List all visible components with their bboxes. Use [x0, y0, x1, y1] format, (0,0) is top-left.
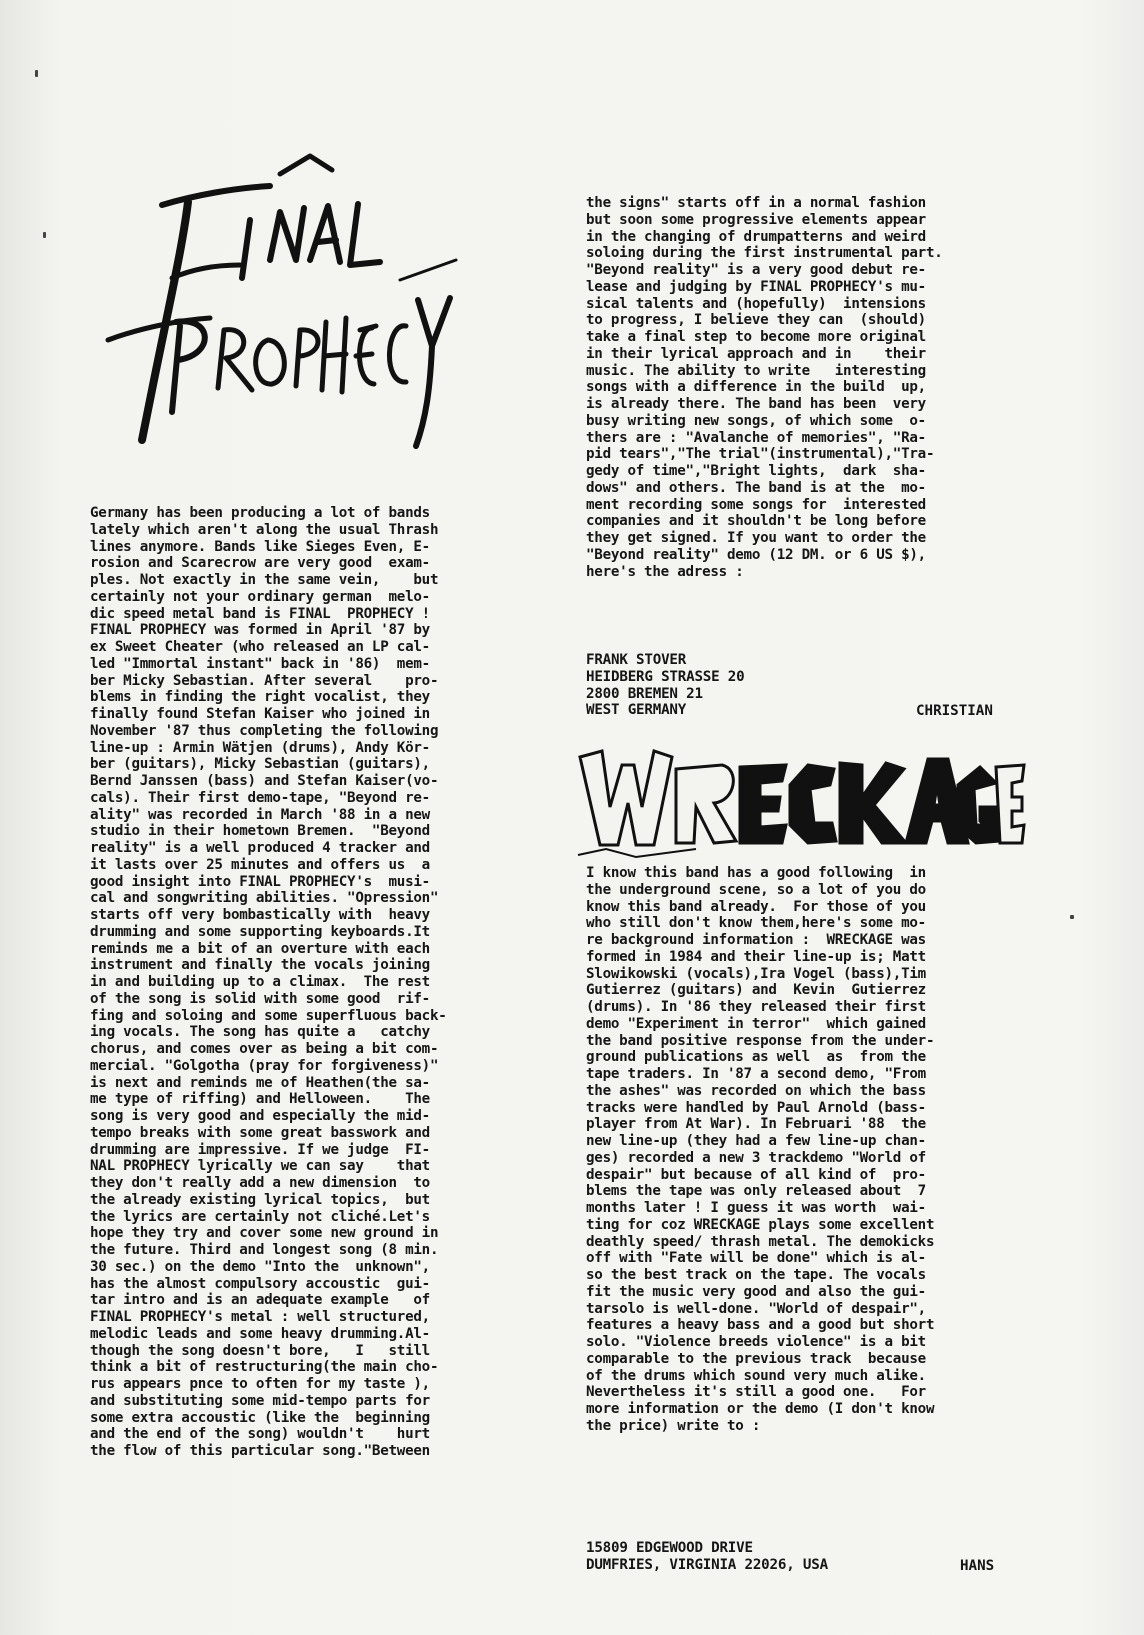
final-prophecy-address: FRANK STOVER HEIDBERG STRASSE 20 2800 BREMEN 21 WEST GERMANY	[586, 652, 745, 719]
final-prophecy-logo	[100, 150, 460, 450]
final-prophecy-review-right-column: the signs" starts off in a normal fashion but soon some progressive elements appear in the changing of drumpatterns and weird soloing during the first instrumental part. "Beyond reality" is a very good debut re- lease and judging by FINAL PROPHECY's mu- sical talents and (hopefully) intensions to progress, I believe they can (should) take a final step to become more original in their lyrical approach and in their music. The ability to write interesting songs with a difference in the build up, is already there. The band has been very busy writing new songs, of which some o- thers are : "Avalanche of memories", "Ra- pid tears","The trial"(instrumental),"Tra- gedy of time","Bright lights, dark sha- dows" and others. The band is at the mo- ment recording some songs for interested companies and it shouldn't be long before they get signed. If you want to order the "Beyond reality" demo (12 DM. or 6 US $), here's the adress :	[586, 195, 943, 580]
final-prophecy-review-left-column: Germany has been producing a lot of bands lately which aren't along the usual Thrash lines anymore. Bands like Sieges Even, E- rosion and Scarecrow are very good exam- ples. Not exactly in the same vein, but certainly not your ordinary german melo- dic speed metal band is FINAL PROPHECY ! FINAL PROPHECY was formed in April '87 by ex Sweet Cheater (who released an LP cal- led "Immortal instant" back in '86) mem- ber Micky Sebastian. After several pro- blems in finding the right vocalist, they finally found Stefan Kaiser who joined in November '87 thus completing the following line-up : Armin Wätjen (drums), Andy Kör- ber (guitars), Micky Sebastian (guitars), Bernd Janssen (bass) and Stefan Kaiser(vo- cals). Their first demo-tape, "Beyond re- ality" was recorded in March '88 in a new studio in their hometown Bremen. "Beyond reality" is a well produced 4 tracker and it lasts over 25 minutes and offers us a good insight into FINAL PROPHECY's musi- cal and songwriting abilities. "Opression" starts off very bombastically with heavy drumming and some supporting keyboards.It reminds me a bit of an overture with each instrument and finally the vocals joining in and building up to a climax. The rest of the song is solid with some good rif- fing and soloing and some superfluous back- ing vocals. The song has quite a catchy chorus, and comes over as being a bit com- mercial. "Golgotha (pray for forgiveness)" is next and reminds me of Heathen(the sa- me type of riffing) and Helloween. The song is very good and especially the mid- tempo breaks with some great basswork and drumming are impressive. If we judge FI- NAL PROPHECY lyrically we can say that they don't really add a new dimension to the already existing lyrical topics, but the lyrics are certainly not cliché.Let's hope they try and cover some new ground in the future. Third and longest song (8 min. 30 sec.) on the demo "Into the unknown", has the almost compulsory accoustic gui- tar intro and is an adequate example of FINAL PROPHECY's metal : well structured, melodic leads and some heavy drumming.Al- though the song doesn't bore, I still think a bit of restructuring(the main cho- rus appears pnce to often for my taste ), and substituting some mid-tempo parts for some extra accoustic (like the beginning and the end of the song) wouldn't hurt the flow of this particular song."Between	[90, 505, 447, 1459]
page-speck	[43, 232, 46, 238]
page-speck	[1070, 915, 1074, 919]
wreckage-review-column: I know this band has a good following in the underground scene, so a lot of you do know this band already. For those of you who still don't know them,here's some mo- re background information : WRECKAGE was formed in 1984 and their line-up is; Matt Slowikowski (vocals),Ira Vogel (bass),Tim Gutierrez (guitars) and Kevin Gutierrez (drums). In '86 they released their first demo "Experiment in terror" which gained the band positive response from the under- ground publications as well as from the tape traders. In '87 a second demo, "From the ashes" was recorded on which the bass tracks were handled by Paul Arnold (bass- player from At War). In Februari '88 the new line-up (they had a few line-up chan- ges) recorded a new 3 trackdemo "World of despair" but because of all kind of pro- blems the tape was only released about 7 months later ! I guess it was worth wai- ting for coz WRECKAGE plays some excellent deathly speed/ thrash metal. The demokicks off with "Fate will be done" which is al- so the best track on the tape. The vocals fit the music very good and also the gui- tarsolo is well-done. "World of despair", features a heavy bass and a good but short solo. "Violence breeds violence" is a bit comparable to the previous track because of the drums which sound very much alike. Nevertheless it's still a good one. For more information or the demo (I don't know the price) write to :	[586, 865, 935, 1434]
wreckage-address: 15809 EDGEWOOD DRIVE DUMFRIES, VIRGINIA 22026, USA	[586, 1540, 828, 1573]
wreckage-signature: HANS	[960, 1558, 995, 1574]
wreckage-logo	[576, 745, 1026, 860]
page-speck	[35, 70, 38, 77]
final-prophecy-signature: CHRISTIAN	[916, 703, 993, 719]
